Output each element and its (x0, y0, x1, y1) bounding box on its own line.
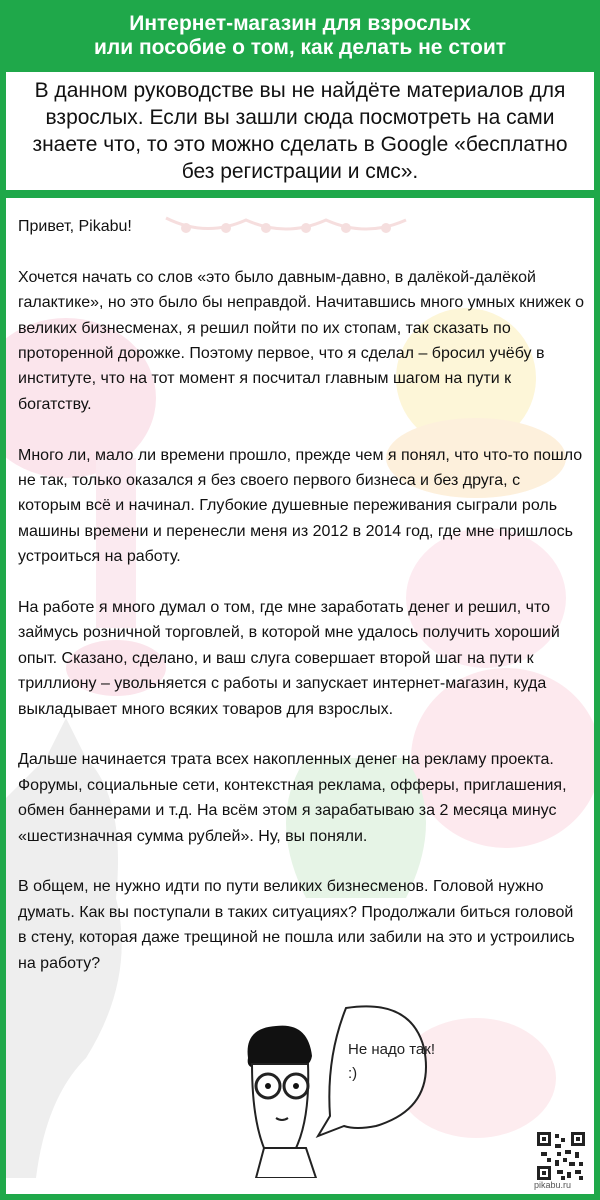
paragraph-1: Хочется начать со слов «это было давным-давно, в далёкой-далёкой галактике», но это было бы неправдой. Начитавшись много умных книжек о великих бизнесменах, я решил пойти по их стопам, так сказать по проторенной дорожке. Поэтому первое, что я сделал – бросил учёбу в институте, что на тот момент я посчитал главным шагом на пути к богатству. (18, 268, 584, 413)
paragraph-2: Много ли, мало ли времени прошло, прежде чем я понял, что что-то пошло не так, только оказался я без своего первого бизнеса и без друга, с которым всё и начинал. Глубокие душевные переживания сыграли роль машины времени и перенесли меня из 2012 в 2014 год, где мне пришлось устроиться на работу. (18, 446, 583, 566)
speech-text: Не надо так! :) (348, 1041, 436, 1082)
paragraph-5: В общем, не нужно идти по пути великих бизнесменов. Головой нужно думать. Как вы поступали в таких ситуациях? Продолжали биться головой в стену, которая даже трещиной не пошла или забили на это и устроились на работу? (18, 878, 575, 972)
intro-text: В данном руководстве вы не найдёте материалов для взрослых. Если вы зашли сюда посмотреть на сами знаете что, то это можно сделать в Google «бесплатно без регистрации и смс». (32, 79, 568, 183)
page-title (0, 0, 600, 72)
paragraph-3: На работе я много думал о том, где мне заработать денег и решил, что займусь розничной торговлей, в которой мне удалось получить хороший опыт. Сказано, сделано, и ваш слуга совершает второй шаг на пути к триллиону – увольняется с работы и запускает интернет-магазин, куда выкладывает много всяких товаров для взрослых. (18, 599, 560, 718)
article-body (18, 214, 584, 1002)
greeting: Привет, Pikabu! (18, 218, 132, 235)
character-body (256, 1148, 316, 1178)
title-line-1: Интернет-магазин для взрослых (129, 12, 471, 35)
comic-character (226, 998, 486, 1178)
title-line-2: или пособие о том, как делать не стоит (93, 36, 507, 59)
intro-panel (6, 72, 594, 190)
qr-code-icon (537, 1132, 585, 1180)
character-hair (248, 1026, 312, 1068)
content-panel (6, 198, 594, 1194)
watermark: pikabu.ru (534, 1180, 572, 1190)
paragraph-4: Дальше начинается трата всех накопленных денег на рекламу проекта. Форумы, социальные сети, контекстная реклама, офферы, приглашения, обмен баннерами и т.д. На всём этом я зарабатываю за 2 месяца минус «шестизначная сумма рублей». Ну, вы поняли. (18, 751, 567, 845)
